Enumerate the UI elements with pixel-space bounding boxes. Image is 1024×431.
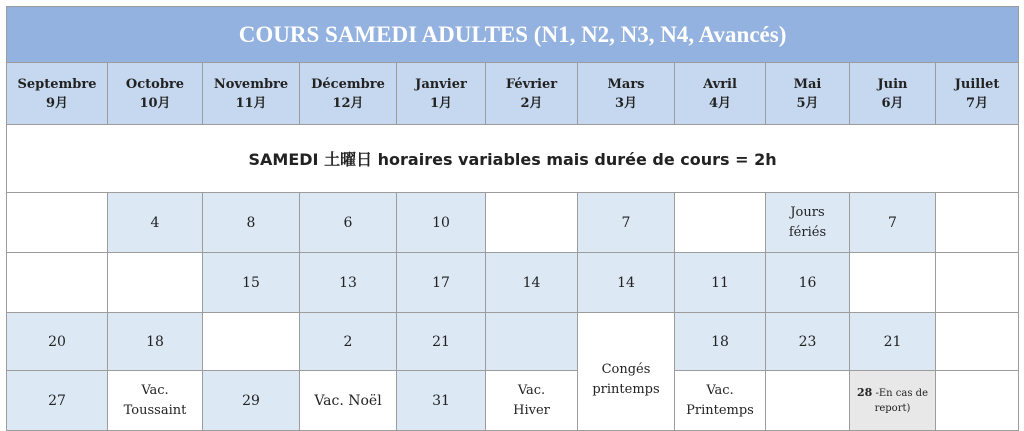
- holiday-cell: Jours fériés: [766, 193, 850, 253]
- vacation-cell: Vac. Hiver: [486, 371, 578, 431]
- month-mai: Mai 5月: [766, 63, 850, 125]
- date-cell: 15: [203, 253, 300, 313]
- date-cell: 13: [300, 253, 397, 313]
- month-octobre: Octobre 10月: [108, 63, 203, 125]
- date-cell: 8: [203, 193, 300, 253]
- table-row: [7, 253, 1019, 313]
- date-cell: 21: [850, 313, 936, 371]
- report-note-cell: [850, 371, 936, 431]
- date-cell: [936, 253, 1019, 313]
- table-row: [7, 313, 1019, 371]
- date-cell: 7: [578, 193, 675, 253]
- page-title: COURS SAMEDI ADULTES (N1, N2, N3, N4, Avancés): [7, 7, 1019, 63]
- date-cell: 18: [108, 313, 203, 371]
- date-cell: 11: [675, 253, 766, 313]
- month-decembre: Décembre 12月: [300, 63, 397, 125]
- date-cell: [486, 313, 578, 371]
- schedule-wrapper: [6, 6, 1018, 431]
- date-cell: [675, 193, 766, 253]
- month-septembre: Septembre 9月: [7, 63, 108, 125]
- date-cell: 29: [203, 371, 300, 431]
- month-juillet: Juillet 7月: [936, 63, 1019, 125]
- month-fevrier: Février 2月: [486, 63, 578, 125]
- date-cell: [936, 371, 1019, 431]
- vacation-cell: Vac. Toussaint: [108, 371, 203, 431]
- date-cell: 17: [397, 253, 486, 313]
- date-cell: [936, 193, 1019, 253]
- month-janvier: Janvier 1月: [397, 63, 486, 125]
- month-juin: Juin 6月: [850, 63, 936, 125]
- date-cell: 14: [486, 253, 578, 313]
- date-cell: 21: [397, 313, 486, 371]
- month-header-row: [7, 63, 1019, 125]
- date-cell: 14: [578, 253, 675, 313]
- table-row: [7, 193, 1019, 253]
- vacation-cell: Vac. Printemps: [675, 371, 766, 431]
- date-cell: [7, 193, 108, 253]
- date-cell: [203, 313, 300, 371]
- report-text: -En cas de report): [874, 388, 928, 414]
- date-cell: 23: [766, 313, 850, 371]
- spring-break-cell: Congés printemps: [578, 313, 675, 431]
- date-cell: [936, 313, 1019, 371]
- table-row: [7, 371, 1019, 431]
- date-cell: 7: [850, 193, 936, 253]
- month-novembre: Novembre 11月: [203, 63, 300, 125]
- date-cell: 2: [300, 313, 397, 371]
- date-cell: 16: [766, 253, 850, 313]
- date-cell: 10: [397, 193, 486, 253]
- report-day: 28: [857, 386, 873, 399]
- month-mars: Mars 3月: [578, 63, 675, 125]
- date-cell: [850, 253, 936, 313]
- date-cell: 4: [108, 193, 203, 253]
- vacation-cell: Vac. Noël: [300, 371, 397, 431]
- date-cell: [486, 193, 578, 253]
- date-cell: [7, 253, 108, 313]
- date-cell: 20: [7, 313, 108, 371]
- month-avril: Avril 4月: [675, 63, 766, 125]
- date-cell: 6: [300, 193, 397, 253]
- date-cell: 31: [397, 371, 486, 431]
- schedule-banner: SAMEDI 土曜日 horaires variables mais durée de cours = 2h: [7, 125, 1019, 193]
- date-cell: 27: [7, 371, 108, 431]
- date-cell: 18: [675, 313, 766, 371]
- schedule-table: [6, 6, 1019, 431]
- date-cell: [766, 371, 850, 431]
- date-cell: [108, 253, 203, 313]
